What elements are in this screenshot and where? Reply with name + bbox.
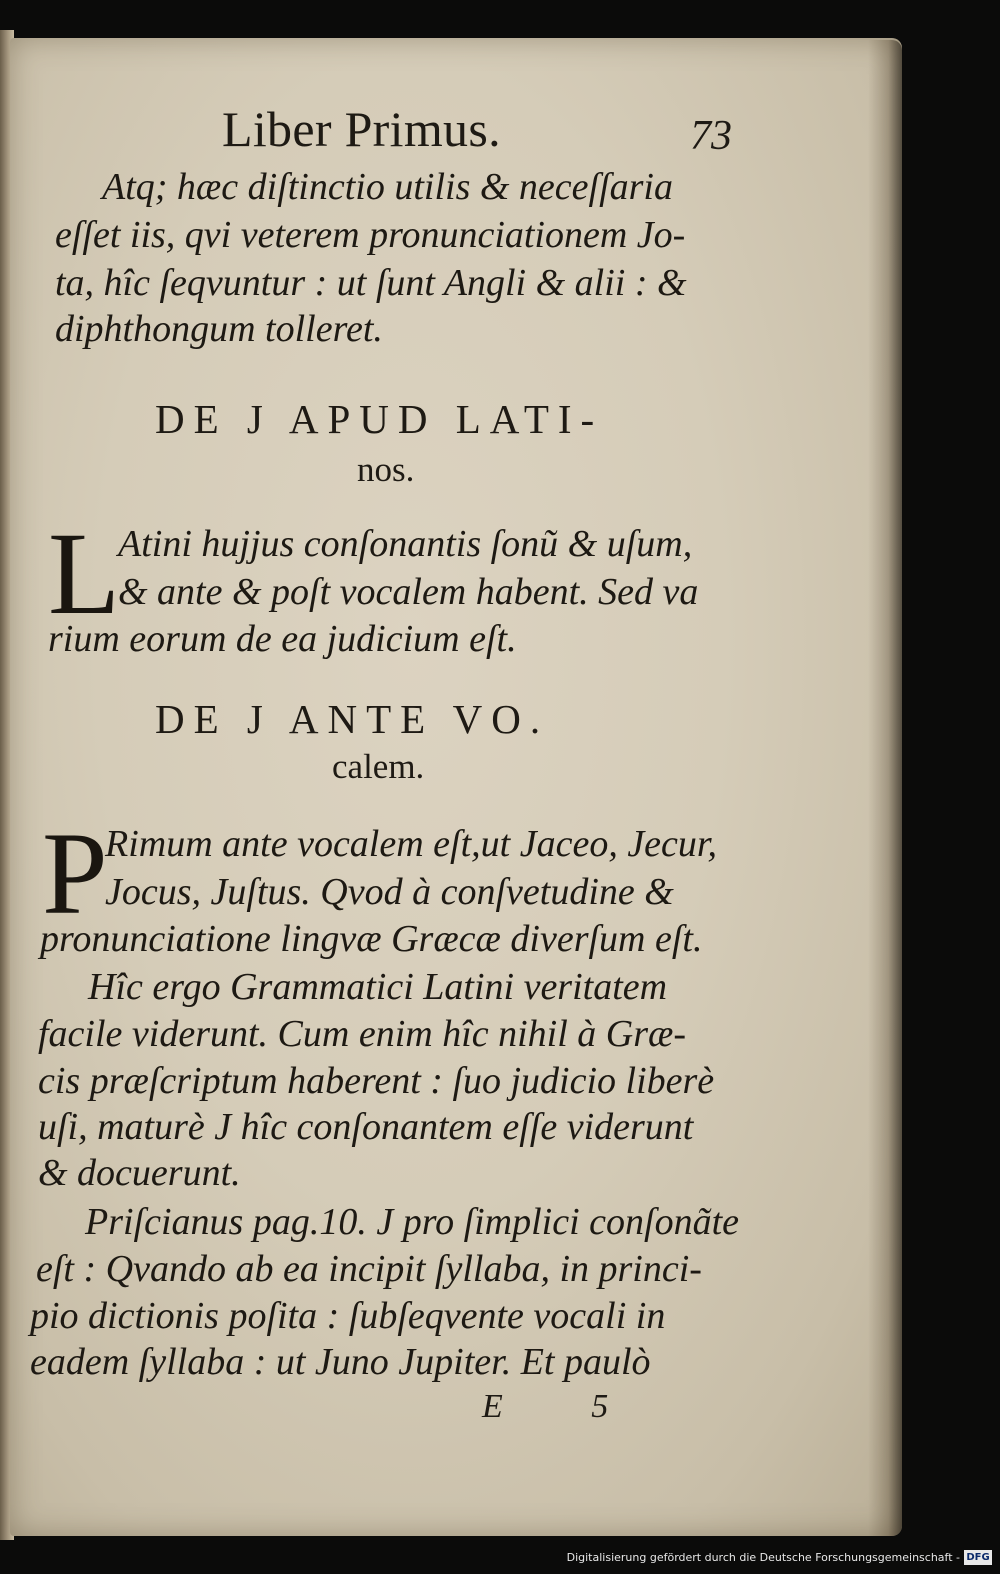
text-line: eſt : Qvando ab ea incipit ſyllaba, in princi- bbox=[36, 1248, 702, 1290]
page-number: 73 bbox=[690, 113, 732, 159]
text-line: Jocus, Juſtus. Qvod à conſvetudine & bbox=[105, 871, 674, 913]
text-line: & ante & poſt vocalem habent. Sed va bbox=[118, 571, 699, 613]
section-heading: DE J APUD LATI- bbox=[155, 396, 604, 442]
text-line: Rimum ante vocalem eſt,ut Jaceo, Jecur, bbox=[105, 823, 717, 865]
text-line: eſſet iis, qvi veterem pronunciationem Jo- bbox=[55, 214, 686, 256]
funding-credit: Digitalisierung gefördert durch die Deutsche Forschungsgemeinschaft - bbox=[566, 1551, 960, 1564]
text-line: Atini hujjus conſonantis ſonũ & uſum, bbox=[118, 523, 693, 565]
text-line: diphthongum tolleret. bbox=[55, 308, 383, 350]
text-line: Hîc ergo Grammatici Latini veritatem bbox=[88, 966, 668, 1008]
text-line: pronunciatione lingvæ Græcæ diverſum eſt. bbox=[40, 918, 703, 960]
section-heading-continuation: nos. bbox=[357, 450, 415, 489]
text-line: cis præſcriptum haberent : ſuo judicio liberè bbox=[38, 1060, 715, 1102]
text-line: & docuerunt. bbox=[38, 1152, 241, 1194]
section-heading: DE J ANTE VO. bbox=[155, 696, 550, 742]
text-line: rium eorum de ea judicium eſt. bbox=[48, 618, 517, 660]
section-heading-continuation: calem. bbox=[332, 747, 425, 786]
text-line: facile viderunt. Cum enim hîc nihil à Græ- bbox=[38, 1013, 687, 1055]
running-head: Liber Primus. bbox=[222, 101, 501, 157]
text-line: eadem ſyllaba : ut Juno Jupiter. Et paulò bbox=[30, 1341, 651, 1383]
text-line: ta, hîc ſeqvuntur : ut ſunt Angli & alii : & bbox=[55, 262, 687, 304]
text-line: pio dictionis poſita : ſubſeqvente vocali in bbox=[30, 1295, 666, 1337]
drop-cap-initial: P bbox=[42, 808, 108, 939]
text-line: Atq; hæc diſtinctio utilis & neceſſaria bbox=[102, 166, 673, 208]
page-gutter-shadow bbox=[868, 40, 902, 1536]
drop-cap-initial: L bbox=[48, 508, 121, 639]
catchword-signature: E 5 bbox=[482, 1388, 649, 1425]
text-line: uſi, maturè J hîc conſonantem eſſe viderunt bbox=[38, 1106, 694, 1148]
text-line: Priſcianus pag.10. J pro ſimplici conſonãte bbox=[85, 1201, 740, 1243]
dfg-logo: DFG bbox=[964, 1550, 992, 1565]
